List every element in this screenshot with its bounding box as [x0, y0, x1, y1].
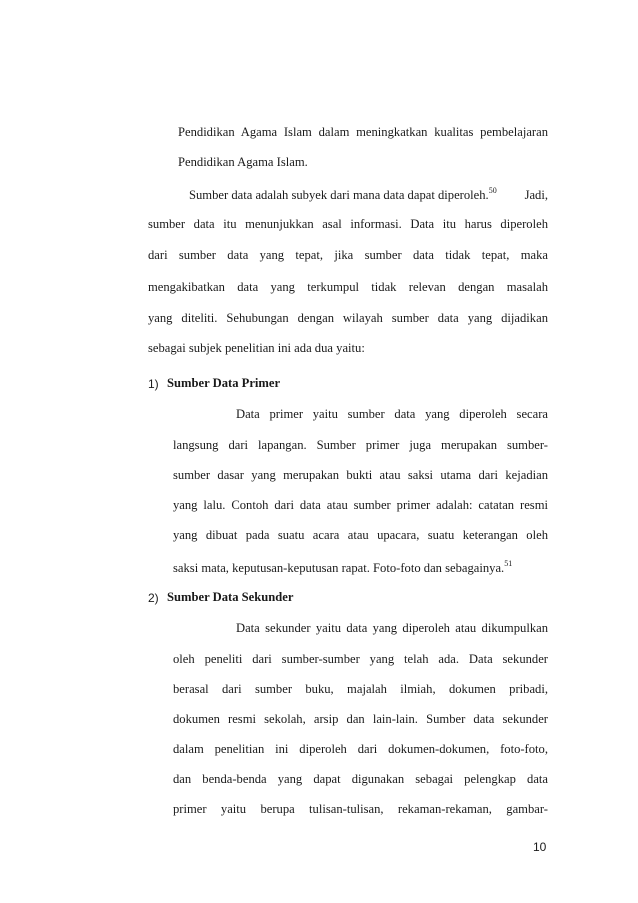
- footnote-ref-50: 50: [488, 185, 497, 195]
- para1-line-6: sebagai subjek penelitian ini ada dua yaitu:: [148, 341, 365, 355]
- section1-heading: Sumber Data Primer: [167, 376, 281, 390]
- para1-line-2: sumber data itu menunjukkan asal informasi. Data itu harus diperoleh: [148, 217, 548, 231]
- section2-line-6: dan benda-benda yang dapat digunakan sebagai pelengkap data: [173, 772, 548, 786]
- section1-line-6: saksi mata, keputusan-keputusan rapat. Foto-foto dan sebagainya.$^{51}$: [173, 558, 513, 575]
- para1-line-5: yang diteliti. Sehubungan dengan wilayah sumber data yang dijadikan: [148, 311, 548, 325]
- section1-line-4: yang lalu. Contoh dari data atau sumber primer adalah: catatan resmi: [173, 498, 548, 512]
- section2-line-1: Data sekunder yaitu data yang diperoleh atau dikumpulkan: [236, 621, 548, 635]
- section2-line-2: oleh peneliti dari sumber-sumber yang telah ada. Data sekunder: [173, 652, 548, 666]
- section1-line-2: langsung dari lapangan. Sumber primer juga merupakan sumber-: [173, 438, 548, 452]
- section2-line-7: primer yaitu berupa tulisan-tulisan, rekaman-rekaman, gambar-: [173, 802, 548, 816]
- section1-line-1: Data primer yaitu sumber data yang diperoleh secara: [236, 407, 548, 421]
- section2-number: 2): [148, 591, 159, 605]
- para1-line-1: [189, 187, 548, 203]
- para1-line-3: dari sumber data yang tepat, jika sumber data tidak tepat, maka: [148, 248, 548, 262]
- intro-line-2: Pendidikan Agama Islam.: [178, 155, 308, 169]
- section2-line-3: berasal dari sumber buku, majalah ilmiah, dokumen pribadi,: [173, 682, 548, 696]
- para1-line-1-after: Jadi,: [524, 188, 548, 202]
- para1-line-4: mengakibatkan data yang terkumpul tidak relevan dengan masalah: [148, 280, 548, 294]
- section1-line-5: yang dibuat pada suatu acara atau upacara, suatu keterangan oleh: [173, 528, 548, 542]
- footnote-ref-51: 51: [504, 558, 513, 568]
- section1-number: 1): [148, 377, 159, 391]
- section2-line-5: dalam penelitian ini diperoleh dari dokumen-dokumen, foto-foto,: [173, 742, 548, 756]
- page-number: 10: [533, 840, 547, 854]
- section2-heading: Sumber Data Sekunder: [167, 590, 294, 604]
- para1-line-1-text: Sumber data adalah subyek dari mana data dapat diperoleh.$^{50}$: [189, 185, 497, 202]
- intro-line-1: Pendidikan Agama Islam dalam meningkatkan kualitas pembelajaran: [178, 125, 548, 139]
- section2-line-4: dokumen resmi sekolah, arsip dan lain-lain. Sumber data sekunder: [173, 712, 548, 726]
- section1-line-3: sumber dasar yang merupakan bukti atau saksi utama dari kejadian: [173, 468, 548, 482]
